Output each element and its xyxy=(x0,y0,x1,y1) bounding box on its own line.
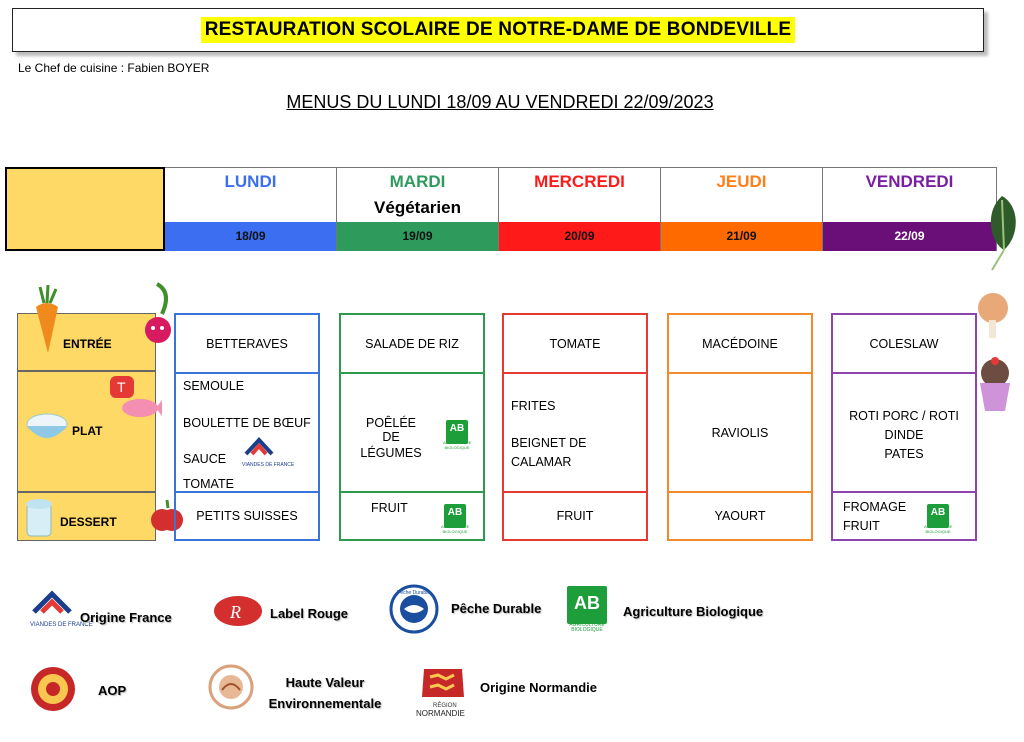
entree-text: COLESLAW xyxy=(869,336,939,351)
plat-line: SAUCE xyxy=(183,452,227,466)
legend-origine-normandie xyxy=(416,667,598,724)
plat-line: DINDE xyxy=(884,428,924,442)
chicken-leg-icon xyxy=(975,290,1015,344)
day-header-vendredi xyxy=(823,167,997,251)
spinach-leaf-icon xyxy=(982,192,1022,274)
plat-line: POÊLÉE DE xyxy=(365,416,417,444)
day-header-lundi xyxy=(165,167,337,251)
legend-label: AOP xyxy=(98,683,127,698)
legend-label: Origine France xyxy=(80,610,172,625)
label-rouge-icon xyxy=(212,592,264,630)
plat-line: SEMOULE xyxy=(183,379,245,393)
chef-name: Le Chef de cuisine : Fabien BOYER xyxy=(18,61,210,75)
plat-line: PATES xyxy=(884,447,924,461)
entree-cell xyxy=(504,315,646,372)
plat-cell xyxy=(176,372,318,493)
legend-label: Label Rouge xyxy=(270,606,349,621)
normandie-region-icon xyxy=(416,667,474,719)
plat-line: TOMATE xyxy=(183,477,234,491)
entree-text: MACÉDOINE xyxy=(702,336,778,351)
legend-aop xyxy=(30,666,127,717)
svg-text:Pêche Durable: Pêche Durable xyxy=(397,590,431,596)
plat-text xyxy=(356,416,426,460)
dessert-text: PETITS SUISSES xyxy=(196,509,298,523)
day-date: 22/09 xyxy=(823,222,996,251)
dessert-line: FROMAGE xyxy=(843,500,907,514)
menu-col-jeudi xyxy=(667,313,813,541)
svg-text:VIANDES DE FRANCE: VIANDES DE FRANCE xyxy=(30,622,93,628)
entree-cell xyxy=(833,315,975,372)
ab-logo-icon: AB AGRICULTURE BIOLOGIQUE xyxy=(444,504,466,528)
svg-text:R: R xyxy=(230,602,241,622)
ab-logo-icon: AB AGRICULTURE BIOLOGIQUE xyxy=(927,504,949,528)
menu-col-vendredi xyxy=(831,313,977,541)
day-date: 19/09 xyxy=(337,222,498,251)
viandes-de-france-icon xyxy=(28,590,93,634)
menu-col-lundi xyxy=(174,313,320,541)
day-subtitle: Végétarien xyxy=(374,198,461,217)
dessert-line: FRUIT xyxy=(843,519,880,533)
day-date: 21/09 xyxy=(661,222,822,251)
legend-label-line: Haute Valeur xyxy=(285,675,365,690)
day-name: MARDI xyxy=(389,172,446,191)
day-name: VENDREDI xyxy=(865,172,954,191)
plat-cell xyxy=(341,372,483,493)
legend-label-rouge xyxy=(212,592,349,635)
meat-fish-icon xyxy=(108,374,162,428)
dessert-cell xyxy=(341,493,483,539)
menu-col-mercredi xyxy=(502,313,648,541)
menu-col-mardi xyxy=(339,313,485,541)
svg-text:T: T xyxy=(117,379,126,395)
plat-cell xyxy=(669,372,811,493)
row-label-text: PLAT xyxy=(72,424,103,438)
legend-peche-durable xyxy=(388,584,542,639)
dessert-cell xyxy=(669,493,811,539)
day-header-mardi xyxy=(337,167,499,251)
carrot-icon xyxy=(30,283,64,355)
day-name: MERCREDI xyxy=(534,172,625,191)
plat-cell xyxy=(833,372,975,493)
dessert-cell xyxy=(504,493,646,539)
page-title: RESTAURATION SCOLAIRE DE NOTRE-DAME DE BONDEVILLE xyxy=(201,17,796,43)
plat-line: ROTI PORC / ROTI xyxy=(849,409,959,423)
radish-icon xyxy=(142,282,176,346)
entree-text: BETTERAVES xyxy=(206,336,288,351)
entree-cell xyxy=(669,315,811,372)
legend-label-line: Environnementale xyxy=(268,696,382,711)
entree-cell xyxy=(176,315,318,372)
corner-cell xyxy=(5,167,165,251)
rice-bowl-icon xyxy=(24,410,70,446)
dessert-text: YAOURT xyxy=(714,509,766,523)
day-header-jeudi xyxy=(661,167,823,251)
day-date: 18/09 xyxy=(165,222,336,251)
legend-label xyxy=(260,672,390,714)
row-label-text: DESSERT xyxy=(60,515,117,529)
entree-text: SALADE DE RIZ xyxy=(365,336,459,351)
plat-line: BEIGNET DE xyxy=(511,436,587,450)
peche-durable-icon xyxy=(388,584,440,634)
dessert-text: FRUIT xyxy=(556,509,594,523)
yogurt-icon xyxy=(24,496,54,538)
dessert-cell xyxy=(833,493,975,539)
legend-agriculture-bio xyxy=(567,586,764,633)
legend-hve xyxy=(208,664,382,715)
cupcake-icon xyxy=(974,355,1016,415)
day-date: 20/09 xyxy=(499,222,660,251)
plat-line: RAVIOLIS xyxy=(711,425,769,440)
day-header-mercredi xyxy=(499,167,661,251)
legend-label: Pêche Durable xyxy=(451,601,542,616)
hve-icon xyxy=(208,664,254,710)
legend-origine-france xyxy=(28,590,172,639)
day-name: JEUDI xyxy=(716,172,767,191)
ab-logo-icon: AB AGRICULTURE BIOLOGIQUE xyxy=(446,420,468,444)
svg-text:NORMANDIE: NORMANDIE xyxy=(416,709,465,718)
aop-seal-icon xyxy=(30,666,76,712)
day-name: LUNDI xyxy=(224,172,277,191)
entree-text: TOMATE xyxy=(549,336,601,351)
entree-cell xyxy=(341,315,483,372)
plat-line: LÉGUMES xyxy=(360,446,422,460)
row-label-text: ENTRÉE xyxy=(63,337,112,351)
plat-text xyxy=(833,407,975,464)
ab-logo-icon: AB AGRICULTURE BIOLOGIQUE xyxy=(567,586,607,624)
plat-cell xyxy=(504,372,646,493)
plat-line: CALAMAR xyxy=(511,455,572,469)
dessert-text: FRUIT xyxy=(371,501,408,515)
dessert-text xyxy=(843,498,906,536)
header-box xyxy=(12,8,984,52)
legend-label: Origine Normandie xyxy=(480,680,598,695)
viandes-de-france-icon xyxy=(240,436,295,472)
dessert-cell xyxy=(176,493,318,539)
plat-line: BOULETTE DE BŒUF xyxy=(183,416,311,430)
svg-text:RÉGION: RÉGION xyxy=(433,703,457,709)
menus-title: MENUS DU LUNDI 18/09 AU VENDREDI 22/09/2023 xyxy=(286,92,714,112)
legend-label: Agriculture Biologique xyxy=(623,604,764,619)
svg-text:VIANDES DE FRANCE: VIANDES DE FRANCE xyxy=(242,462,295,468)
plat-line: FRITES xyxy=(511,399,556,413)
